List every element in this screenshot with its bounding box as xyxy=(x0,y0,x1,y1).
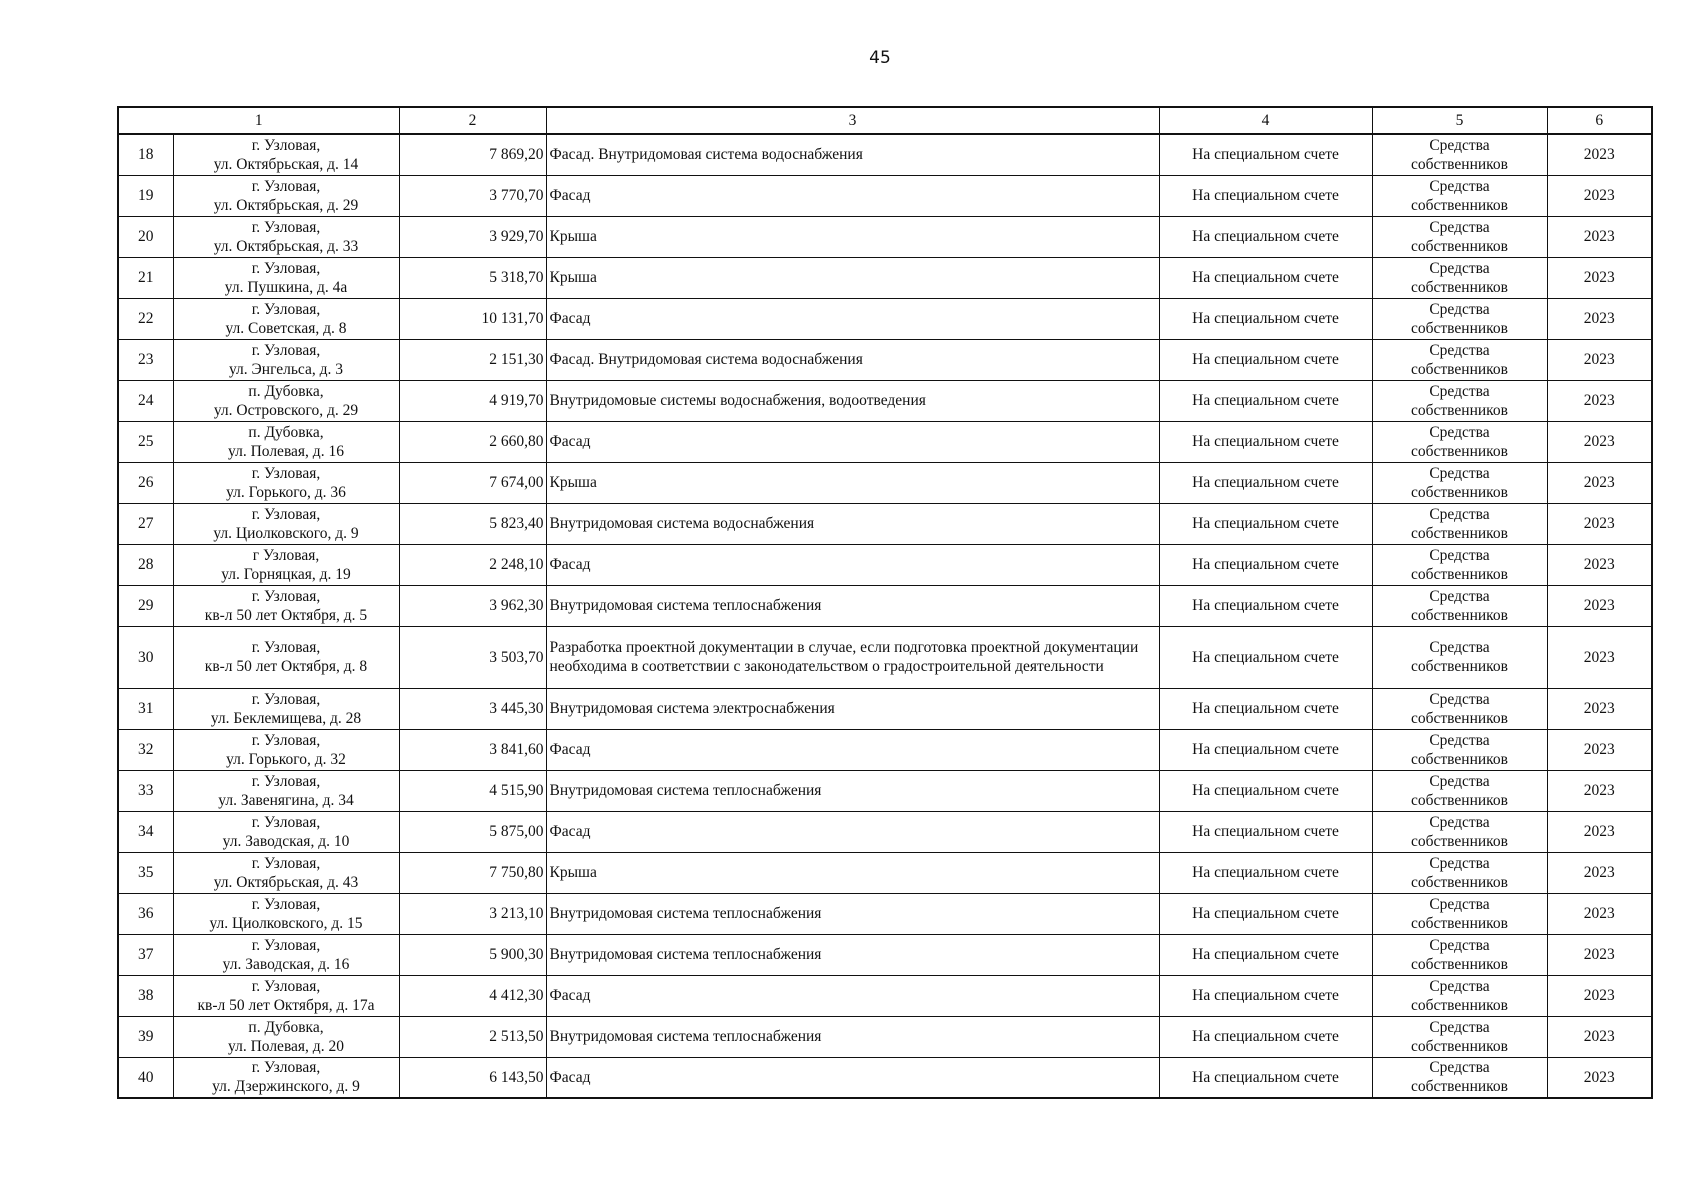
funding-source-cell xyxy=(1372,216,1547,257)
funding-source-line-2: собственников xyxy=(1411,709,1508,727)
account-cell: На специальном счете xyxy=(1159,811,1372,852)
address-cell xyxy=(173,688,399,729)
address-cell xyxy=(173,893,399,934)
year-cell: 2023 xyxy=(1547,626,1652,688)
header-col-2: 2 xyxy=(399,107,546,134)
address-locality: п. Дубовка, xyxy=(248,1018,324,1036)
year-cell: 2023 xyxy=(1547,257,1652,298)
year-cell: 2023 xyxy=(1547,975,1652,1016)
funding-source-cell xyxy=(1372,503,1547,544)
address-locality: г. Узловая, xyxy=(251,341,321,359)
address-locality: п. Дубовка, xyxy=(248,423,324,441)
account-cell: На специальном счете xyxy=(1159,585,1372,626)
address-street: ул. Горького, д. 36 xyxy=(226,483,346,501)
funding-source-line-2: собственников xyxy=(1411,750,1508,768)
account-cell: На специальном счете xyxy=(1159,257,1372,298)
address-locality: г. Узловая, xyxy=(251,177,321,195)
funding-source-line-2: собственников xyxy=(1411,1078,1508,1096)
funding-source-line-1: Средства xyxy=(1429,936,1490,954)
address-street: кв-л 50 лет Октября, д. 8 xyxy=(204,658,368,675)
year-cell: 2023 xyxy=(1547,934,1652,975)
table-row xyxy=(118,380,1652,421)
row-number: 27 xyxy=(118,503,173,544)
address-street: ул. Заводская, д. 10 xyxy=(222,832,350,850)
address-locality: г. Узловая, xyxy=(251,977,321,995)
funding-source-cell xyxy=(1372,852,1547,893)
funding-source-cell xyxy=(1372,934,1547,975)
amount-cell: 2 248,10 xyxy=(399,544,546,585)
amount-cell: 3 841,60 xyxy=(399,729,546,770)
funding-source-cell xyxy=(1372,462,1547,503)
account-cell: На специальном счете xyxy=(1159,175,1372,216)
funding-source-line-2: собственников xyxy=(1411,401,1508,419)
account-cell: На специальном счете xyxy=(1159,298,1372,339)
funding-source-cell xyxy=(1372,544,1547,585)
funding-source-cell xyxy=(1372,626,1547,688)
funding-source-line-1: Средства xyxy=(1429,341,1490,359)
table-row xyxy=(118,544,1652,585)
amount-cell: 3 770,70 xyxy=(399,175,546,216)
funding-source-line-2: собственников xyxy=(1411,565,1508,583)
funding-source-cell xyxy=(1372,257,1547,298)
funding-source-line-2: собственников xyxy=(1411,196,1508,214)
address-locality: г. Узловая, xyxy=(251,300,321,318)
address-cell xyxy=(173,175,399,216)
address-street: ул. Советская, д. 8 xyxy=(225,319,347,337)
address-street: ул. Заводская, д. 16 xyxy=(222,955,350,973)
funding-source-line-1: Средства xyxy=(1429,731,1490,749)
table-row xyxy=(118,462,1652,503)
year-cell: 2023 xyxy=(1547,585,1652,626)
row-number: 37 xyxy=(118,934,173,975)
funding-source-line-2: собственников xyxy=(1411,1037,1508,1055)
row-number: 24 xyxy=(118,380,173,421)
account-cell: На специальном счете xyxy=(1159,729,1372,770)
year-cell: 2023 xyxy=(1547,544,1652,585)
address-cell xyxy=(173,298,399,339)
address-locality: п. Дубовка, xyxy=(248,382,324,400)
funding-source-line-2: собственников xyxy=(1411,914,1508,932)
row-number: 31 xyxy=(118,688,173,729)
year-cell: 2023 xyxy=(1547,298,1652,339)
amount-cell: 10 131,70 xyxy=(399,298,546,339)
funding-source-line-2: собственников xyxy=(1411,658,1508,675)
address-locality: г. Узловая, xyxy=(251,136,321,154)
table-row xyxy=(118,852,1652,893)
work-type-cell: Крыша xyxy=(546,216,1159,257)
work-type-cell: Фасад. Внутридомовая система водоснабжения xyxy=(546,339,1159,380)
address-cell xyxy=(173,585,399,626)
table-row xyxy=(118,257,1652,298)
address-cell xyxy=(173,216,399,257)
address-street: ул. Октябрьская, д. 43 xyxy=(213,873,359,891)
table-row xyxy=(118,811,1652,852)
work-type-cell: Крыша xyxy=(546,852,1159,893)
amount-cell: 6 143,50 xyxy=(399,1057,546,1098)
table-row xyxy=(118,216,1652,257)
funding-source-line-2: собственников xyxy=(1411,791,1508,809)
address-cell xyxy=(173,934,399,975)
address-cell xyxy=(173,811,399,852)
table-body xyxy=(118,134,1652,1098)
work-type-cell: Фасад xyxy=(546,298,1159,339)
address-cell xyxy=(173,544,399,585)
account-cell: На специальном счете xyxy=(1159,934,1372,975)
funding-source-line-2: собственников xyxy=(1411,278,1508,296)
work-type-cell: Фасад xyxy=(546,1057,1159,1098)
amount-cell: 7 869,20 xyxy=(399,134,546,175)
address-street: ул. Горняцкая, д. 19 xyxy=(221,565,351,583)
address-cell xyxy=(173,852,399,893)
address-cell xyxy=(173,257,399,298)
table-row xyxy=(118,688,1652,729)
row-number: 40 xyxy=(118,1057,173,1098)
address-street: ул. Октябрьская, д. 33 xyxy=(213,237,359,255)
header-col-1: 1 xyxy=(118,107,399,134)
work-type-cell: Разработка проектной документации в случае, если подготовка проектной документации необходима в соответствии с законодательством о градостроительной деятельности xyxy=(546,626,1159,688)
work-type-cell: Фасад xyxy=(546,811,1159,852)
row-number: 34 xyxy=(118,811,173,852)
funding-source-line-1: Средства xyxy=(1429,259,1490,277)
work-type-cell: Внутридомовая система теплоснабжения xyxy=(546,893,1159,934)
funding-source-cell xyxy=(1372,585,1547,626)
funding-source-cell xyxy=(1372,339,1547,380)
address-street: ул. Островского, д. 29 xyxy=(213,401,359,419)
address-cell xyxy=(173,770,399,811)
row-number: 20 xyxy=(118,216,173,257)
row-number: 38 xyxy=(118,975,173,1016)
row-number: 28 xyxy=(118,544,173,585)
account-cell: На специальном счете xyxy=(1159,852,1372,893)
address-cell xyxy=(173,134,399,175)
funding-source-line-2: собственников xyxy=(1411,360,1508,378)
amount-cell: 7 750,80 xyxy=(399,852,546,893)
amount-cell: 5 318,70 xyxy=(399,257,546,298)
row-number: 22 xyxy=(118,298,173,339)
capital-repair-table xyxy=(117,106,1653,1099)
account-cell: На специальном счете xyxy=(1159,544,1372,585)
funding-source-cell xyxy=(1372,1057,1547,1098)
year-cell: 2023 xyxy=(1547,175,1652,216)
table-row xyxy=(118,503,1652,544)
address-street: ул. Полевая, д. 20 xyxy=(228,1037,344,1055)
funding-source-line-2: собственников xyxy=(1411,832,1508,850)
funding-source-line-1: Средства xyxy=(1429,218,1490,236)
work-type-cell: Фасад xyxy=(546,175,1159,216)
funding-source-line-1: Средства xyxy=(1429,382,1490,400)
funding-source-line-1: Средства xyxy=(1429,690,1490,708)
funding-source-line-2: собственников xyxy=(1411,524,1508,542)
address-cell xyxy=(173,339,399,380)
work-type-cell: Фасад xyxy=(546,729,1159,770)
funding-source-line-1: Средства xyxy=(1429,1059,1490,1077)
table-row xyxy=(118,729,1652,770)
work-type-cell: Внутридомовая система теплоснабжения xyxy=(546,585,1159,626)
funding-source-line-1: Средства xyxy=(1429,813,1490,831)
funding-source-cell xyxy=(1372,298,1547,339)
account-cell: На специальном счете xyxy=(1159,462,1372,503)
address-street: ул. Беклемищева, д. 28 xyxy=(210,709,362,727)
amount-cell: 3 445,30 xyxy=(399,688,546,729)
funding-source-line-1: Средства xyxy=(1429,895,1490,913)
funding-source-line-2: собственников xyxy=(1411,237,1508,255)
amount-cell: 4 412,30 xyxy=(399,975,546,1016)
account-cell: На специальном счете xyxy=(1159,893,1372,934)
amount-cell: 2 151,30 xyxy=(399,339,546,380)
funding-source-line-2: собственников xyxy=(1411,442,1508,460)
address-locality: г. Узловая, xyxy=(251,587,321,605)
address-cell xyxy=(173,462,399,503)
address-locality: г. Узловая, xyxy=(251,936,321,954)
address-street: ул. Октябрьская, д. 14 xyxy=(213,155,359,173)
address-locality: г Узловая, xyxy=(252,546,320,564)
table-row xyxy=(118,626,1652,688)
funding-source-line-1: Средства xyxy=(1429,177,1490,195)
year-cell: 2023 xyxy=(1547,893,1652,934)
address-street: кв-л 50 лет Октября, д. 5 xyxy=(204,606,368,624)
account-cell: На специальном счете xyxy=(1159,216,1372,257)
address-locality: г. Узловая, xyxy=(251,639,321,656)
funding-source-line-1: Средства xyxy=(1429,977,1490,995)
page-number: 45 xyxy=(869,48,891,68)
address-locality: г. Узловая, xyxy=(251,731,321,749)
address-cell xyxy=(173,626,399,688)
address-street: ул. Дзержинского, д. 9 xyxy=(212,1078,360,1096)
row-number: 39 xyxy=(118,1016,173,1057)
funding-source-line-2: собственников xyxy=(1411,319,1508,337)
table-row xyxy=(118,298,1652,339)
address-cell xyxy=(173,1057,399,1098)
year-cell: 2023 xyxy=(1547,503,1652,544)
row-number: 33 xyxy=(118,770,173,811)
funding-source-cell xyxy=(1372,175,1547,216)
header-col-6: 6 xyxy=(1547,107,1652,134)
funding-source-line-1: Средства xyxy=(1429,639,1490,656)
address-locality: г. Узловая, xyxy=(251,772,321,790)
header-col-3: 3 xyxy=(546,107,1159,134)
address-locality: г. Узловая, xyxy=(251,464,321,482)
amount-cell: 4 919,70 xyxy=(399,380,546,421)
funding-source-cell xyxy=(1372,421,1547,462)
funding-source-line-1: Средства xyxy=(1429,587,1490,605)
table-row xyxy=(118,1057,1652,1098)
row-number: 26 xyxy=(118,462,173,503)
funding-source-line-1: Средства xyxy=(1429,772,1490,790)
table-header xyxy=(118,107,1652,134)
account-cell: На специальном счете xyxy=(1159,380,1372,421)
year-cell: 2023 xyxy=(1547,339,1652,380)
table-row xyxy=(118,175,1652,216)
header-col-4: 4 xyxy=(1159,107,1372,134)
year-cell: 2023 xyxy=(1547,729,1652,770)
work-type-cell: Внутридомовая система водоснабжения xyxy=(546,503,1159,544)
row-number: 25 xyxy=(118,421,173,462)
funding-source-cell xyxy=(1372,688,1547,729)
amount-cell: 3 962,30 xyxy=(399,585,546,626)
work-type-cell: Фасад xyxy=(546,421,1159,462)
table-row xyxy=(118,339,1652,380)
address-locality: г. Узловая, xyxy=(251,259,321,277)
address-street: ул. Циолковского, д. 15 xyxy=(209,914,363,932)
table-row xyxy=(118,934,1652,975)
funding-source-line-1: Средства xyxy=(1429,136,1490,154)
address-locality: г. Узловая, xyxy=(251,690,321,708)
funding-source-cell xyxy=(1372,729,1547,770)
work-type-cell: Крыша xyxy=(546,257,1159,298)
work-type-cell: Внутридомовая система электроснабжения xyxy=(546,688,1159,729)
work-type-cell: Фасад. Внутридомовая система водоснабжения xyxy=(546,134,1159,175)
address-locality: г. Узловая, xyxy=(251,505,321,523)
row-number: 18 xyxy=(118,134,173,175)
account-cell: На специальном счете xyxy=(1159,975,1372,1016)
funding-source-line-1: Средства xyxy=(1429,423,1490,441)
account-cell: На специальном счете xyxy=(1159,134,1372,175)
work-type-cell: Фасад xyxy=(546,975,1159,1016)
funding-source-line-2: собственников xyxy=(1411,873,1508,891)
amount-cell: 2 513,50 xyxy=(399,1016,546,1057)
address-street: ул. Энгельса, д. 3 xyxy=(228,360,343,378)
table-row xyxy=(118,893,1652,934)
amount-cell: 3 929,70 xyxy=(399,216,546,257)
amount-cell: 5 900,30 xyxy=(399,934,546,975)
row-number: 21 xyxy=(118,257,173,298)
year-cell: 2023 xyxy=(1547,1016,1652,1057)
address-cell xyxy=(173,975,399,1016)
table-row xyxy=(118,1016,1652,1057)
row-number: 30 xyxy=(118,626,173,688)
address-cell xyxy=(173,729,399,770)
account-cell: На специальном счете xyxy=(1159,770,1372,811)
funding-source-line-1: Средства xyxy=(1429,854,1490,872)
address-street: ул. Горького, д. 32 xyxy=(226,750,346,768)
address-street: кв-л 50 лет Октября, д. 17а xyxy=(197,996,375,1014)
year-cell: 2023 xyxy=(1547,770,1652,811)
amount-cell: 5 875,00 xyxy=(399,811,546,852)
year-cell: 2023 xyxy=(1547,134,1652,175)
row-number: 29 xyxy=(118,585,173,626)
table-row xyxy=(118,585,1652,626)
address-street: ул. Пушкина, д. 4а xyxy=(224,278,348,296)
year-cell: 2023 xyxy=(1547,216,1652,257)
year-cell: 2023 xyxy=(1547,380,1652,421)
year-cell: 2023 xyxy=(1547,421,1652,462)
table-row xyxy=(118,421,1652,462)
address-cell xyxy=(173,1016,399,1057)
header-col-5: 5 xyxy=(1372,107,1547,134)
funding-source-line-2: собственников xyxy=(1411,955,1508,973)
row-number: 23 xyxy=(118,339,173,380)
table-row xyxy=(118,975,1652,1016)
funding-source-cell xyxy=(1372,893,1547,934)
row-number: 32 xyxy=(118,729,173,770)
funding-source-line-1: Средства xyxy=(1429,300,1490,318)
address-cell xyxy=(173,503,399,544)
year-cell: 2023 xyxy=(1547,1057,1652,1098)
address-street: ул. Завенягина, д. 34 xyxy=(218,791,354,809)
work-type-cell: Фасад xyxy=(546,544,1159,585)
account-cell: На специальном счете xyxy=(1159,339,1372,380)
year-cell: 2023 xyxy=(1547,811,1652,852)
account-cell: На специальном счете xyxy=(1159,626,1372,688)
address-street: ул. Октябрьская, д. 29 xyxy=(213,196,359,214)
year-cell: 2023 xyxy=(1547,462,1652,503)
address-street: ул. Полевая, д. 16 xyxy=(228,442,344,460)
row-number: 35 xyxy=(118,852,173,893)
funding-source-line-2: собственников xyxy=(1411,483,1508,501)
year-cell: 2023 xyxy=(1547,688,1652,729)
funding-source-line-2: собственников xyxy=(1411,996,1508,1014)
address-locality: г. Узловая, xyxy=(251,854,321,872)
address-street: ул. Циолковского, д. 9 xyxy=(213,524,359,542)
work-type-cell: Внутридомовая система теплоснабжения xyxy=(546,934,1159,975)
funding-source-cell xyxy=(1372,770,1547,811)
row-number: 36 xyxy=(118,893,173,934)
address-locality: г. Узловая, xyxy=(251,813,321,831)
funding-source-line-2: собственников xyxy=(1411,155,1508,173)
funding-source-cell xyxy=(1372,1016,1547,1057)
funding-source-cell xyxy=(1372,975,1547,1016)
amount-cell: 2 660,80 xyxy=(399,421,546,462)
funding-source-cell xyxy=(1372,134,1547,175)
funding-source-line-1: Средства xyxy=(1429,546,1490,564)
address-cell xyxy=(173,421,399,462)
address-locality: г. Узловая, xyxy=(251,895,321,913)
account-cell: На специальном счете xyxy=(1159,1057,1372,1098)
funding-source-line-1: Средства xyxy=(1429,464,1490,482)
amount-cell: 3 213,10 xyxy=(399,893,546,934)
work-type-cell: Внутридомовые системы водоснабжения, водоотведения xyxy=(546,380,1159,421)
account-cell: На специальном счете xyxy=(1159,688,1372,729)
funding-source-line-1: Средства xyxy=(1429,1018,1490,1036)
address-locality: г. Узловая, xyxy=(251,218,321,236)
amount-cell: 4 515,90 xyxy=(399,770,546,811)
work-type-cell: Крыша xyxy=(546,462,1159,503)
account-cell: На специальном счете xyxy=(1159,1016,1372,1057)
account-cell: На специальном счете xyxy=(1159,421,1372,462)
work-type-cell: Внутридомовая система теплоснабжения xyxy=(546,1016,1159,1057)
row-number: 19 xyxy=(118,175,173,216)
amount-cell: 7 674,00 xyxy=(399,462,546,503)
amount-cell: 5 823,40 xyxy=(399,503,546,544)
work-type-cell: Внутридомовая система теплоснабжения xyxy=(546,770,1159,811)
table-row xyxy=(118,770,1652,811)
account-cell: На специальном счете xyxy=(1159,503,1372,544)
table-row xyxy=(118,134,1652,175)
funding-source-line-1: Средства xyxy=(1429,505,1490,523)
address-cell xyxy=(173,380,399,421)
amount-cell: 3 503,70 xyxy=(399,626,546,688)
address-locality: г. Узловая, xyxy=(251,1059,321,1077)
funding-source-cell xyxy=(1372,811,1547,852)
funding-source-cell xyxy=(1372,380,1547,421)
funding-source-line-2: собственников xyxy=(1411,606,1508,624)
year-cell: 2023 xyxy=(1547,852,1652,893)
